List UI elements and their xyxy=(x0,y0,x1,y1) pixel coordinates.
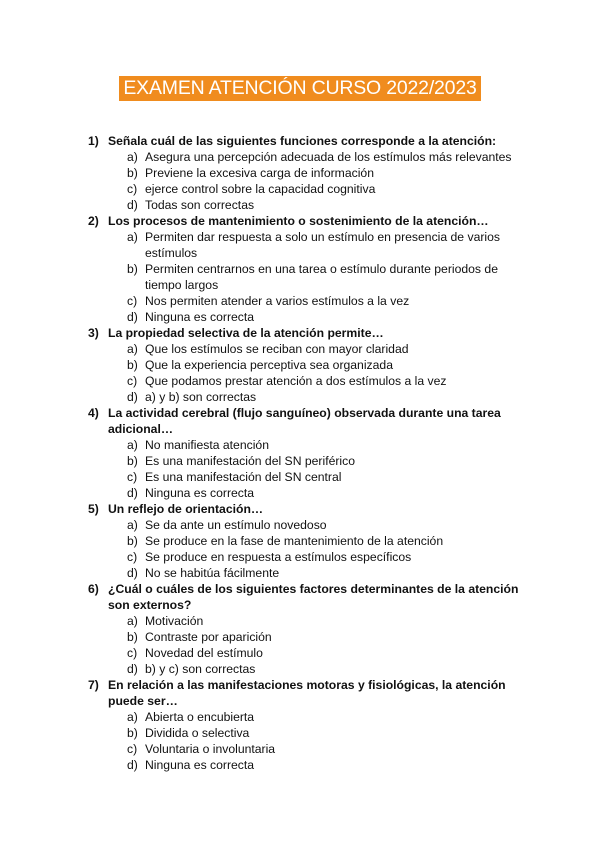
option-text: Permiten dar respuesta a solo un estímulo en presencia de varios estímulos xyxy=(145,230,500,260)
option-text: Ninguna es correcta xyxy=(145,486,255,500)
option-letter: a) xyxy=(127,614,138,628)
option-letter: c) xyxy=(127,742,138,756)
option-letter: a) xyxy=(127,150,138,164)
option-text: Es una manifestación del SN periférico xyxy=(145,454,356,468)
option-letter: d) xyxy=(127,198,138,212)
option-letter: d) xyxy=(127,486,138,500)
option-text: Novedad del estímulo xyxy=(145,646,263,660)
question-text: Los procesos de mantenimiento o sostenimiento de la atención… xyxy=(108,214,489,228)
option-letter: c) xyxy=(127,182,138,196)
option-text: Que la experiencia perceptiva sea organizada xyxy=(145,358,393,372)
option-text: Previene la excesiva carga de información xyxy=(145,166,374,180)
option-text: Que podamos prestar atención a dos estímulos a la vez xyxy=(145,374,447,388)
answer-option xyxy=(127,389,528,405)
option-text: Dividida o selectiva xyxy=(145,726,250,740)
question-2 xyxy=(88,213,528,325)
answer-option xyxy=(127,149,528,165)
option-letter: b) xyxy=(127,262,138,276)
option-list xyxy=(88,517,528,581)
option-letter: c) xyxy=(127,294,138,308)
answer-option xyxy=(127,549,528,565)
answer-option xyxy=(127,757,528,773)
page-title: EXAMEN ATENCIÓN CURSO 2022/2023 xyxy=(119,76,480,101)
option-letter: a) xyxy=(127,518,138,532)
answer-option xyxy=(127,533,528,549)
option-list xyxy=(88,709,528,773)
question-6 xyxy=(88,581,528,677)
question-text: La actividad cerebral (flujo sanguíneo) observada durante una tarea adicional… xyxy=(108,406,501,436)
answer-option xyxy=(127,165,528,181)
option-letter: d) xyxy=(127,390,138,404)
answer-option xyxy=(127,357,528,373)
answer-option xyxy=(127,309,528,325)
answer-option xyxy=(127,469,528,485)
option-text: Se produce en la fase de mantenimiento de la atención xyxy=(145,534,444,548)
title-wrapper xyxy=(0,76,600,101)
option-letter: d) xyxy=(127,566,138,580)
answer-option xyxy=(127,197,528,213)
option-letter: b) xyxy=(127,726,138,740)
option-letter: b) xyxy=(127,358,138,372)
answer-option xyxy=(127,613,528,629)
option-letter: a) xyxy=(127,342,138,356)
option-text: No se habitúa fácilmente xyxy=(145,566,280,580)
question-number: 1) xyxy=(88,134,99,148)
question-3 xyxy=(88,325,528,405)
question-number: 2) xyxy=(88,214,99,228)
option-text: Motivación xyxy=(145,614,204,628)
option-list xyxy=(88,341,528,405)
option-letter: c) xyxy=(127,646,138,660)
answer-option xyxy=(127,261,528,293)
option-text: Que los estímulos se reciban con mayor claridad xyxy=(145,342,409,356)
answer-option xyxy=(127,181,528,197)
option-text: Nos permiten atender a varios estímulos a la vez xyxy=(145,294,410,308)
option-letter: a) xyxy=(127,710,138,724)
option-text: Contraste por aparición xyxy=(145,630,272,644)
question-text: Un reflejo de orientación… xyxy=(108,502,264,516)
option-letter: b) xyxy=(127,166,138,180)
answer-option xyxy=(127,341,528,357)
question-4 xyxy=(88,405,528,501)
option-letter: c) xyxy=(127,374,138,388)
question-header xyxy=(88,213,528,229)
question-number: 4) xyxy=(88,406,99,420)
option-text: Voluntaria o involuntaria xyxy=(145,742,276,756)
answer-option xyxy=(127,453,528,469)
option-text: Ninguna es correcta xyxy=(145,758,255,772)
question-header xyxy=(88,325,528,341)
option-list xyxy=(88,149,528,213)
answer-option xyxy=(127,629,528,645)
answer-option xyxy=(127,661,528,677)
answer-option xyxy=(127,373,528,389)
question-header xyxy=(88,677,528,709)
answer-option xyxy=(127,725,528,741)
option-letter: c) xyxy=(127,550,138,564)
option-letter: b) xyxy=(127,534,138,548)
option-text: Es una manifestación del SN central xyxy=(145,470,342,484)
question-number: 6) xyxy=(88,582,99,596)
option-letter: d) xyxy=(127,662,138,676)
option-letter: c) xyxy=(127,470,138,484)
option-list xyxy=(88,229,528,325)
option-text: Permiten centrarnos en una tarea o estímulo durante periodos de tiempo largos xyxy=(145,262,498,292)
answer-option xyxy=(127,437,528,453)
option-text: ejerce control sobre la capacidad cognitiva xyxy=(145,182,376,196)
answer-option xyxy=(127,645,528,661)
option-text: Abierta o encubierta xyxy=(145,710,255,724)
question-header xyxy=(88,581,528,613)
option-letter: d) xyxy=(127,758,138,772)
option-list xyxy=(88,613,528,677)
option-letter: b) xyxy=(127,630,138,644)
question-7 xyxy=(88,677,528,773)
question-text: ¿Cuál o cuáles de los siguientes factores determinantes de la atención son externos? xyxy=(108,582,519,612)
option-list xyxy=(88,437,528,501)
option-letter: d) xyxy=(127,310,138,324)
question-number: 5) xyxy=(88,502,99,516)
question-5 xyxy=(88,501,528,581)
question-text: La propiedad selectiva de la atención permite… xyxy=(108,326,384,340)
question-text: Señala cuál de las siguientes funciones corresponde a la atención: xyxy=(108,134,497,148)
answer-option xyxy=(127,517,528,533)
option-text: No manifiesta atención xyxy=(145,438,269,452)
option-text: Todas son correctas xyxy=(145,198,255,212)
option-text: Se produce en respuesta a estímulos específicos xyxy=(145,550,412,564)
option-text: a) y b) son correctas xyxy=(145,390,257,404)
option-letter: a) xyxy=(127,438,138,452)
answer-option xyxy=(127,709,528,725)
question-text: En relación a las manifestaciones motoras y fisiológicas, la atención puede ser… xyxy=(108,678,506,708)
option-text: Asegura una percepción adecuada de los estímulos más relevantes xyxy=(145,150,512,164)
answer-option xyxy=(127,485,528,501)
option-letter: b) xyxy=(127,454,138,468)
option-text: Se da ante un estímulo novedoso xyxy=(145,518,327,532)
question-header xyxy=(88,133,528,149)
question-number: 3) xyxy=(88,326,99,340)
answer-option xyxy=(127,565,528,581)
option-text: b) y c) son correctas xyxy=(145,662,256,676)
answer-option xyxy=(127,293,528,309)
question-number: 7) xyxy=(88,678,99,692)
answer-option xyxy=(127,741,528,757)
question-list xyxy=(88,133,528,773)
option-letter: a) xyxy=(127,230,138,244)
option-text: Ninguna es correcta xyxy=(145,310,255,324)
question-1 xyxy=(88,133,528,213)
answer-option xyxy=(127,229,528,261)
question-header xyxy=(88,405,528,437)
question-header xyxy=(88,501,528,517)
